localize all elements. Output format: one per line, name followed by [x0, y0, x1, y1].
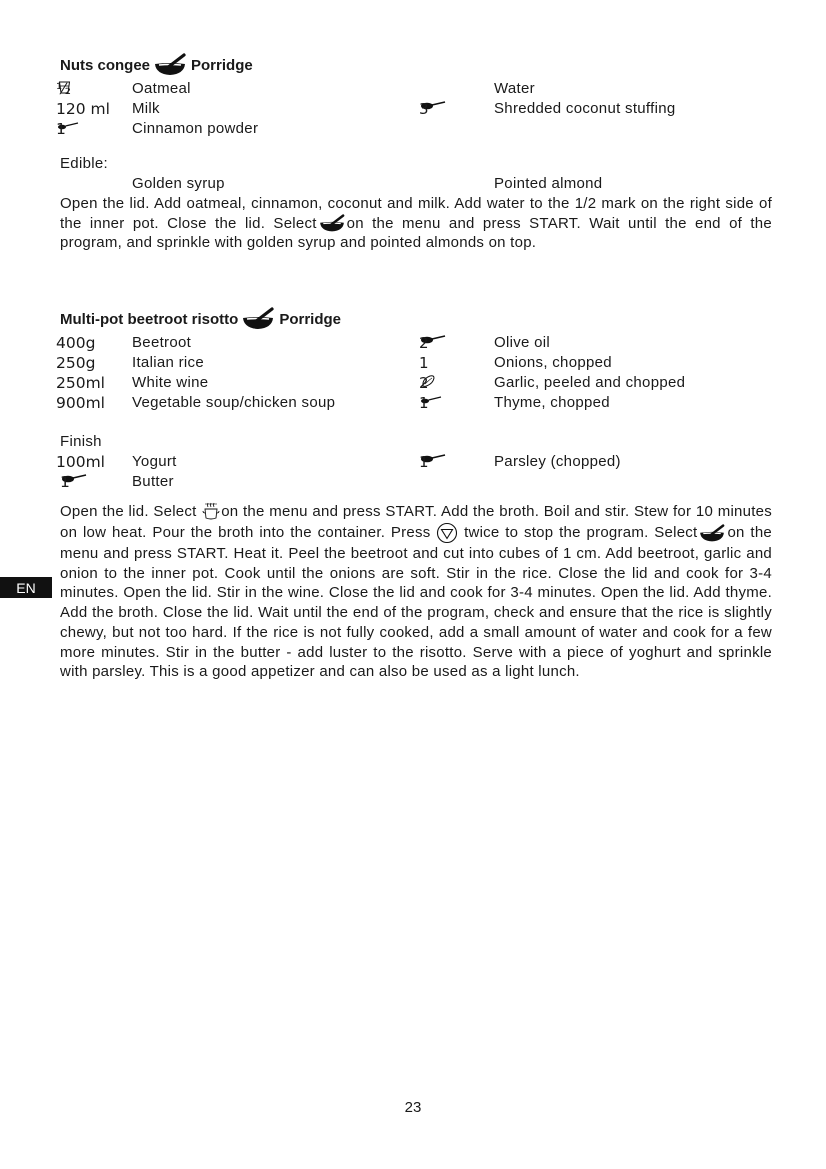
ingredient-row: [0, 354, 826, 374]
quantity: ½: [56, 80, 72, 98]
ingredient-row: [0, 120, 826, 140]
ingredient-name: White wine: [132, 374, 209, 391]
quantity: 250ml: [56, 374, 105, 392]
ingredient-name: Cinnamon powder: [132, 120, 259, 137]
ingredient-name: Olive oil: [494, 334, 551, 351]
language-tab: EN: [0, 577, 52, 598]
recipe-title: Nuts congee: [60, 56, 151, 74]
ingredient-row: [0, 394, 826, 414]
program-name: Porridge: [191, 56, 253, 74]
soup-pot-icon: [201, 502, 221, 522]
quantity: 1: [419, 354, 429, 372]
ingredient-name: Butter: [132, 473, 174, 490]
ingredient-name: Onions, chopped: [494, 354, 612, 371]
finish-row: [0, 453, 826, 473]
recipe-title-beetroot-risotto: [60, 307, 341, 331]
edible-label: Edible:: [60, 155, 108, 172]
ingredient-name: Beetroot: [132, 334, 192, 351]
quantity: 250g: [56, 354, 96, 372]
quantity: 2: [419, 374, 436, 388]
ingredient-row: [0, 374, 826, 394]
ingredient-row: [0, 334, 826, 354]
finish-label: Finish: [60, 433, 102, 450]
ingredient-name: Shredded coconut stuffing: [494, 100, 676, 117]
ingredient-name: Italian rice: [132, 354, 204, 371]
topping-name: Pointed almond: [494, 175, 603, 192]
quantity: 1: [419, 453, 446, 463]
ingredient-name: Thyme, chopped: [494, 394, 610, 411]
quantity: 3: [419, 100, 446, 110]
program-name: Porridge: [279, 310, 341, 328]
recipe-title: Multi-pot beetroot risotto: [60, 310, 239, 328]
porridge-bowl-icon: [317, 214, 347, 233]
porridge-bowl-icon: [241, 307, 275, 331]
ingredient-name: Yogurt: [132, 453, 177, 470]
recipe-instructions: Open the lid. Select on the menu and press START. Add the broth. Boil and stir. Stew for 10 minutes on low heat. Pour the broth into the container. Press twice to stop the program. Select on the menu and press START. Heat it. Peel the beetroot and cut into cubes of 1 cm. Add beetroot, garlic and onion to the inner pot. Cook until the onions are soft. Stir in the rice. Close the lid and cook for 3-4 minutes. Open the lid. Stir in the wine. Close the lid and cook for 3-4 minutes. Open the lid. Add thyme. Add the broth. Close the lid. Wait until the end of the program, check and ensure that the rice is slightly chewy, but not too hard. If the rice is not fully cooked, add a small amount of water and cook for a few more minutes. Stir in the butter - add luster to the risotto. Serve with a piece of yoghurt and sprinkle with parsley. This is a good appetizer and can also be used as a light lunch.: [60, 503, 772, 681]
quantity: 1: [56, 120, 79, 130]
recipe-title-nuts-congee: [60, 53, 253, 77]
ingredient-row: [0, 80, 826, 100]
ingredient-name: Garlic, peeled and chopped: [494, 374, 686, 391]
recipe-instructions: Open the lid. Add oatmeal, cinnamon, coconut and milk. Add water to the 1/2 mark on the right side of the inner pot. Close the lid. Select on the menu and press START. Wait until the end of the program, and sprinkle with golden syrup and pointed almonds on top.: [60, 195, 772, 252]
ingredient-name: Vegetable soup/chicken soup: [132, 394, 336, 411]
quantity: 120 ml: [56, 100, 110, 118]
page-number: 23: [404, 1099, 422, 1116]
topping-name: Golden syrup: [132, 175, 225, 192]
stop-triangle-icon: [436, 522, 458, 544]
ingredient-name: Water: [494, 80, 535, 97]
porridge-bowl-icon: [697, 524, 727, 543]
finish-row: [0, 473, 826, 493]
ingredient-name: Parsley (chopped): [494, 453, 621, 470]
quantity: 2: [419, 334, 446, 344]
quantity: 100ml: [56, 453, 105, 471]
quantity: 1: [419, 394, 442, 404]
ingredient-name: Oatmeal: [132, 80, 191, 97]
edible-row: [0, 175, 826, 195]
ingredient-name: Milk: [132, 100, 160, 117]
quantity: 400g: [56, 334, 96, 352]
quantity: 1: [60, 473, 87, 483]
porridge-bowl-icon: [153, 53, 187, 77]
ingredient-row: [0, 100, 826, 120]
quantity: 900ml: [56, 394, 105, 412]
